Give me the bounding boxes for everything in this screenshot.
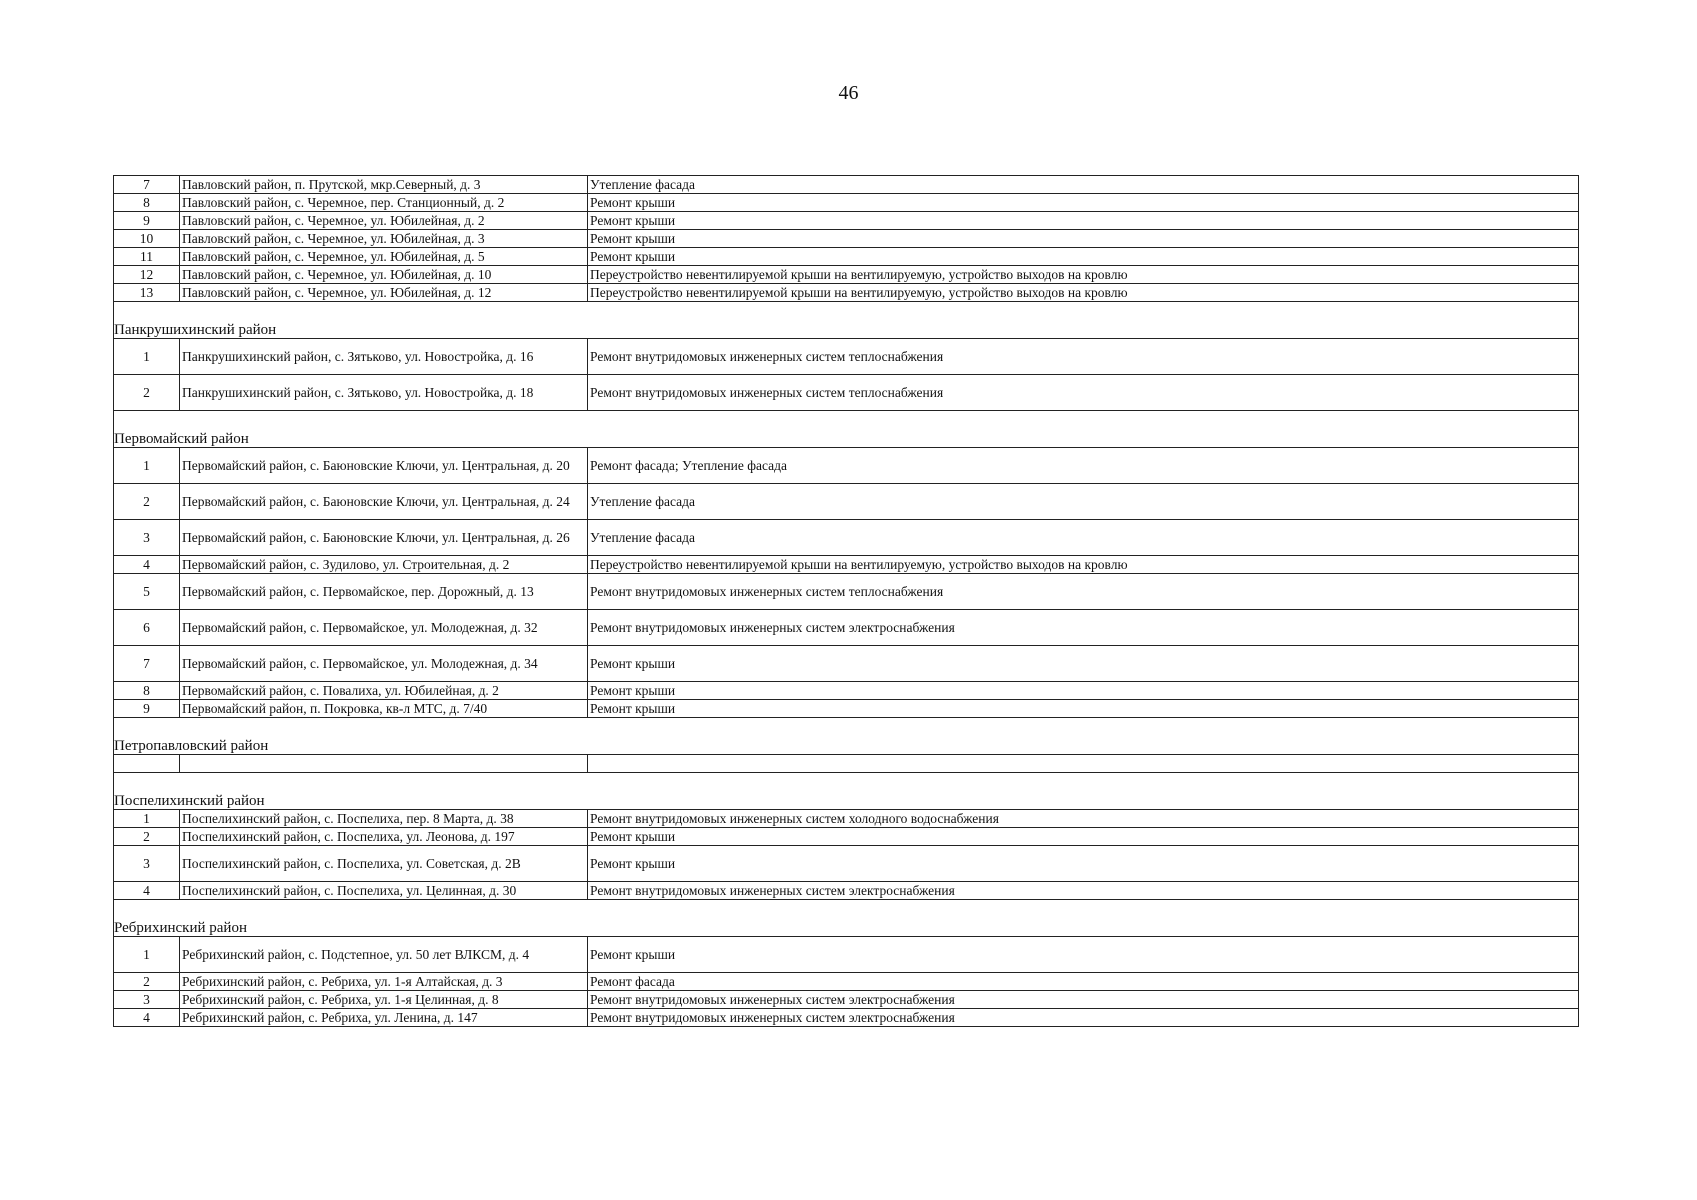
district-header-row xyxy=(114,737,1579,755)
work-type-cell: Ремонт внутридомовых инженерных систем электроснабжения xyxy=(588,610,1579,646)
address-cell: Павловский район, п. Прутской, мкр.Северный, д. 3 xyxy=(180,176,588,194)
section-spacer xyxy=(114,773,1579,793)
section-spacer xyxy=(114,302,1579,322)
district-title: Ребрихинский район xyxy=(114,919,1579,937)
address-cell: Поспелихинский район, с. Поспелиха, ул. Леонова, д. 197 xyxy=(180,828,588,846)
address-cell: Ребрихинский район, с. Ребриха, ул. 1-я Алтайская, д. 3 xyxy=(180,973,588,991)
table-row xyxy=(114,556,1579,574)
table-row xyxy=(114,266,1579,284)
work-type-cell: Ремонт крыши xyxy=(588,846,1579,882)
table-row xyxy=(114,810,1579,828)
address-cell: Первомайский район, с. Баюновские Ключи, ул. Центральная, д. 26 xyxy=(180,520,588,556)
row-number: 13 xyxy=(114,284,180,302)
row-number: 8 xyxy=(114,682,180,700)
work-type-cell: Переустройство невентилируемой крыши на вентилируемую, устройство выходов на кровлю xyxy=(588,284,1579,302)
address-cell: Поспелихинский район, с. Поспелиха, ул. Целинная, д. 30 xyxy=(180,882,588,900)
table-row xyxy=(114,682,1579,700)
table-row xyxy=(114,646,1579,682)
row-number: 2 xyxy=(114,828,180,846)
work-type-cell: Ремонт внутридомовых инженерных систем холодного водоснабжения xyxy=(588,810,1579,828)
work-type-cell: Ремонт крыши xyxy=(588,700,1579,718)
row-number: 4 xyxy=(114,556,180,574)
row-number: 9 xyxy=(114,700,180,718)
row-number: 4 xyxy=(114,1009,180,1027)
row-number: 5 xyxy=(114,574,180,610)
address-cell: Первомайский район, с. Баюновские Ключи, ул. Центральная, д. 20 xyxy=(180,448,588,484)
row-number: 2 xyxy=(114,484,180,520)
work-type-cell: Ремонт крыши xyxy=(588,230,1579,248)
row-number: 7 xyxy=(114,176,180,194)
repair-register-table xyxy=(113,175,1579,1027)
work-type-cell: Утепление фасада xyxy=(588,520,1579,556)
district-header-row xyxy=(114,430,1579,448)
table-row xyxy=(114,937,1579,973)
address-cell: Павловский район, с. Черемное, пер. Станционный, д. 2 xyxy=(180,194,588,212)
address-cell: Первомайский район, с. Первомайское, ул. Молодежная, д. 34 xyxy=(180,646,588,682)
row-number: 2 xyxy=(114,973,180,991)
table-row xyxy=(114,828,1579,846)
district-title: Поспелихинский район xyxy=(114,792,1579,810)
work-type-cell: Ремонт крыши xyxy=(588,194,1579,212)
table-row xyxy=(114,484,1579,520)
work-type-cell: Ремонт внутридомовых инженерных систем теплоснабжения xyxy=(588,375,1579,411)
row-number: 1 xyxy=(114,448,180,484)
address-cell: Панкрушихинский район, с. Зятьково, ул. Новостройка, д. 18 xyxy=(180,375,588,411)
table-row xyxy=(114,284,1579,302)
section-spacer xyxy=(114,718,1579,738)
district-title: Петропавловский район xyxy=(114,737,1579,755)
row-number: 1 xyxy=(114,810,180,828)
row-number: 3 xyxy=(114,846,180,882)
address-cell: Павловский район, с. Черемное, ул. Юбилейная, д. 2 xyxy=(180,212,588,230)
district-header-row xyxy=(114,919,1579,937)
section-spacer xyxy=(114,900,1579,920)
work-type-cell: Ремонт фасада xyxy=(588,973,1579,991)
row-number: 6 xyxy=(114,610,180,646)
work-type-cell xyxy=(588,755,1579,773)
work-type-cell: Ремонт крыши xyxy=(588,212,1579,230)
row-number: 11 xyxy=(114,248,180,266)
address-cell: Первомайский район, с. Повалиха, ул. Юбилейная, д. 2 xyxy=(180,682,588,700)
work-type-cell: Ремонт крыши xyxy=(588,248,1579,266)
work-type-cell: Ремонт крыши xyxy=(588,937,1579,973)
row-number: 12 xyxy=(114,266,180,284)
table-row xyxy=(114,700,1579,718)
address-cell: Первомайский район, с. Первомайское, пер. Дорожный, д. 13 xyxy=(180,574,588,610)
table-row xyxy=(114,574,1579,610)
address-cell: Первомайский район, с. Первомайское, ул. Молодежная, д. 32 xyxy=(180,610,588,646)
work-type-cell: Ремонт крыши xyxy=(588,646,1579,682)
district-title: Панкрушихинский район xyxy=(114,321,1579,339)
table-row xyxy=(114,339,1579,375)
address-cell: Ребрихинский район, с. Ребриха, ул. 1-я Целинная, д. 8 xyxy=(180,991,588,1009)
address-cell xyxy=(180,755,588,773)
work-type-cell: Ремонт крыши xyxy=(588,682,1579,700)
district-header-row xyxy=(114,792,1579,810)
address-cell: Павловский район, с. Черемное, ул. Юбилейная, д. 3 xyxy=(180,230,588,248)
address-cell: Поспелихинский район, с. Поспелиха, пер. 8 Марта, д. 38 xyxy=(180,810,588,828)
table-row xyxy=(114,520,1579,556)
table-row xyxy=(114,448,1579,484)
row-number xyxy=(114,755,180,773)
table-row xyxy=(114,882,1579,900)
work-type-cell: Ремонт внутридомовых инженерных систем теплоснабжения xyxy=(588,339,1579,375)
row-number: 4 xyxy=(114,882,180,900)
district-header-row xyxy=(114,321,1579,339)
address-cell: Первомайский район, с. Баюновские Ключи, ул. Центральная, д. 24 xyxy=(180,484,588,520)
row-number: 7 xyxy=(114,646,180,682)
work-type-cell: Утепление фасада xyxy=(588,176,1579,194)
work-type-cell: Утепление фасада xyxy=(588,484,1579,520)
row-number: 3 xyxy=(114,991,180,1009)
table-row xyxy=(114,194,1579,212)
table-row xyxy=(114,248,1579,266)
address-cell: Павловский район, с. Черемное, ул. Юбилейная, д. 5 xyxy=(180,248,588,266)
table-row xyxy=(114,212,1579,230)
address-cell: Павловский район, с. Черемное, ул. Юбилейная, д. 10 xyxy=(180,266,588,284)
address-cell: Павловский район, с. Черемное, ул. Юбилейная, д. 12 xyxy=(180,284,588,302)
work-type-cell: Ремонт внутридомовых инженерных систем электроснабжения xyxy=(588,991,1579,1009)
page-number: 46 xyxy=(838,82,859,104)
row-number: 8 xyxy=(114,194,180,212)
row-number: 3 xyxy=(114,520,180,556)
row-number: 1 xyxy=(114,339,180,375)
row-number: 10 xyxy=(114,230,180,248)
work-type-cell: Ремонт крыши xyxy=(588,828,1579,846)
address-cell: Ребрихинский район, с. Подстепное, ул. 50 лет ВЛКСМ, д. 4 xyxy=(180,937,588,973)
table-row xyxy=(114,846,1579,882)
address-cell: Панкрушихинский район, с. Зятьково, ул. Новостройка, д. 16 xyxy=(180,339,588,375)
table-row xyxy=(114,1009,1579,1027)
address-cell: Поспелихинский район, с. Поспелиха, ул. Советская, д. 2В xyxy=(180,846,588,882)
table-row xyxy=(114,610,1579,646)
work-type-cell: Переустройство невентилируемой крыши на вентилируемую, устройство выходов на кровлю xyxy=(588,556,1579,574)
table-body xyxy=(114,176,1579,1027)
address-cell: Первомайский район, с. Зудилово, ул. Строительная, д. 2 xyxy=(180,556,588,574)
table-row xyxy=(114,176,1579,194)
work-type-cell: Переустройство невентилируемой крыши на вентилируемую, устройство выходов на кровлю xyxy=(588,266,1579,284)
work-type-cell: Ремонт фасада; Утепление фасада xyxy=(588,448,1579,484)
address-cell: Ребрихинский район, с. Ребриха, ул. Ленина, д. 147 xyxy=(180,1009,588,1027)
work-type-cell: Ремонт внутридомовых инженерных систем электроснабжения xyxy=(588,1009,1579,1027)
table-row xyxy=(114,375,1579,411)
row-number: 2 xyxy=(114,375,180,411)
row-number: 9 xyxy=(114,212,180,230)
row-number: 1 xyxy=(114,937,180,973)
address-cell: Первомайский район, п. Покровка, кв-л МТС, д. 7/40 xyxy=(180,700,588,718)
table-row xyxy=(114,991,1579,1009)
district-title: Первомайский район xyxy=(114,430,1579,448)
section-spacer xyxy=(114,411,1579,431)
work-type-cell: Ремонт внутридомовых инженерных систем теплоснабжения xyxy=(588,574,1579,610)
table-row xyxy=(114,973,1579,991)
table-row xyxy=(114,230,1579,248)
work-type-cell: Ремонт внутридомовых инженерных систем электроснабжения xyxy=(588,882,1579,900)
table-row xyxy=(114,755,1579,773)
